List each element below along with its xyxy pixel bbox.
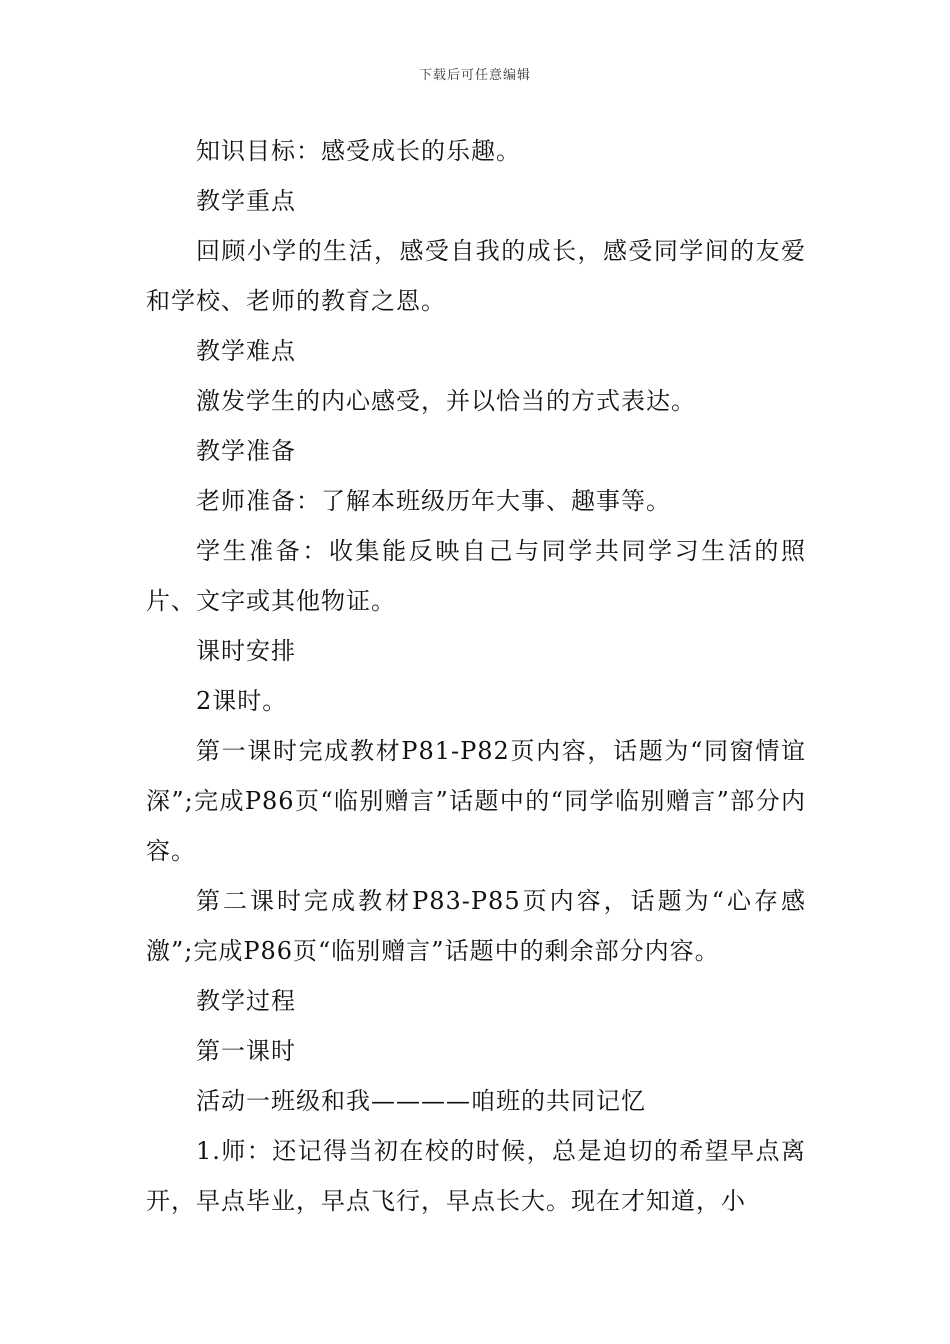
- paragraph-lesson-count: 2课时。: [196, 687, 288, 715]
- paragraph-key-points: 回顾小学的生活，感受自我的成长，感受同学间的友爱和学校、老师的教育之恩。: [146, 237, 806, 315]
- paragraph-student-preparation: 学生准备：收集能反映自己与同学共同学习生活的照片、文字或其他物证。: [146, 537, 806, 615]
- heading-difficulties: 教学难点: [196, 337, 296, 365]
- heading-first-lesson: 第一课时: [196, 1037, 296, 1065]
- paragraph-second-lesson-plan: 第二课时完成教材P83-P85页内容，话题为“心存感激”;完成P86页“临别赠言”话题中的剩余部分内容。: [146, 887, 806, 965]
- document-body: [146, 126, 806, 1226]
- heading-teaching-process: 教学过程: [196, 987, 296, 1015]
- paragraph-teacher-preparation: 老师准备：了解本班级历年大事、趣事等。: [196, 487, 671, 515]
- page-header-note: 下载后可任意编辑: [418, 68, 531, 83]
- paragraph-difficulties: 激发学生的内心感受，并以恰当的方式表达。: [196, 387, 696, 415]
- paragraph-teacher-intro: 1.师：还记得当初在校的时候，总是迫切的希望早点离开，早点毕业，早点飞行，早点长大。现在才知道，小: [146, 1137, 806, 1215]
- paragraph-first-lesson-plan: 第一课时完成教材P81-P82页内容，话题为“同窗情谊深”;完成P86页“临别赠言”话题中的“同学临别赠言”部分内容。: [146, 737, 806, 865]
- paragraph-knowledge-goal: 知识目标：感受成长的乐趣。: [196, 137, 521, 165]
- heading-activity-one: 活动一班级和我————咱班的共同记忆: [196, 1087, 646, 1115]
- heading-schedule: 课时安排: [196, 637, 296, 665]
- heading-key-points: 教学重点: [196, 187, 296, 215]
- heading-preparation: 教学准备: [196, 437, 296, 465]
